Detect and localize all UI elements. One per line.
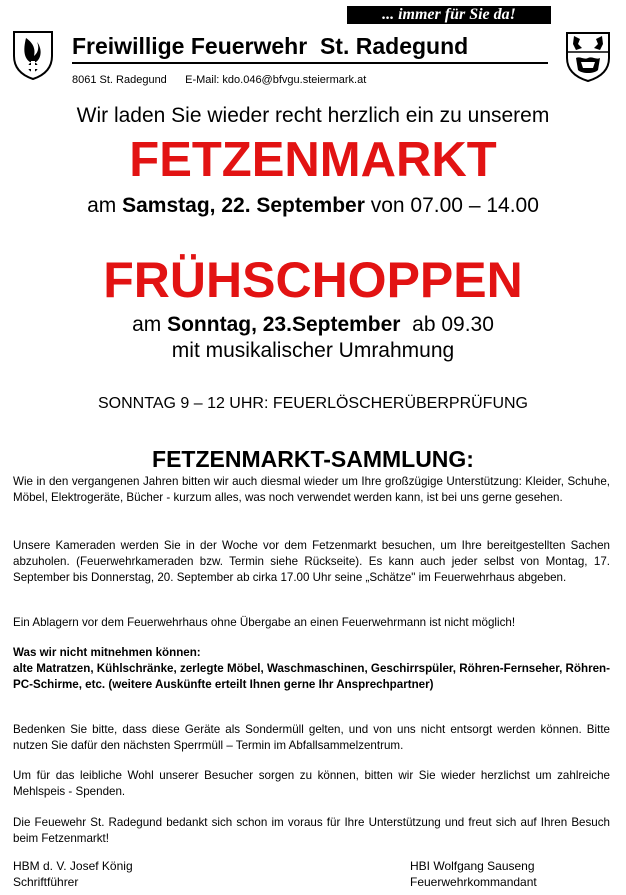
commander-role: Feuerwehrkommandant: [410, 875, 537, 889]
fruehschoppen-date-time: ab 09.30: [400, 313, 494, 336]
excluded-items-list: alte Matratzen, Kühlschränke, zerlegte Möbel, Waschmaschinen, Geschirrspüler, Röhren-Fernseher, Röhren-PC-Schirme, etc. (weitere Auskünfte erteilt Ihnen gerne Ihr Ansprechpartner): [13, 661, 610, 691]
fetzenmarkt-date-prefix: am: [87, 194, 123, 217]
extinguisher-inspection-notice: SONNTAG 9 – 12 UHR: FEUERLÖSCHERÜBERPRÜFUNG: [98, 395, 528, 412]
fetzenmarkt-date: [0, 194, 626, 218]
signature-commander: [410, 858, 537, 890]
slogan-banner: ... immer für Sie da!: [347, 6, 551, 24]
paragraph-pickup: Unsere Kameraden werden Sie in der Woche vor dem Fetzenmarkt besuchen, um Ihre bereitgestellten Sachen abzuholen. (Feuerwehrkameraden bzw. Termin siehe Rückseite). Es kann auch jeder selbst von Montag, 17. September bis Donnerstag, 20. September ab cirka 17.00 Uhr seine „Schätze" im Feuerwehrhaus abgeben.: [13, 539, 610, 584]
header-underline: [72, 62, 548, 64]
secretary-role: Schriftführer: [13, 875, 79, 889]
paragraph-excluded-items: [13, 645, 610, 692]
municipal-coat-of-arms-icon: [564, 30, 612, 82]
paragraph-hazardous-waste: Bedenken Sie bitte, dass diese Geräte als Sondermüll gelten, und von uns nicht entsorgt werden können. Bitte nutzen Sie dafür den nächsten Sperrmüll – Termin im Abfallsammelzentrum.: [13, 723, 610, 752]
fruehschoppen-date-day: Sonntag, 23.September: [167, 313, 401, 336]
fetzenmarkt-date-time: von 07.00 – 14.00: [364, 194, 539, 217]
address-line: 8061 St. Radegund E-Mail: kdo.046@bfvgu.steiermark.at: [72, 74, 367, 86]
music-line: mit musikalischer Umrahmung: [171, 339, 455, 362]
paragraph-request: Wie in den vergangenen Jahren bitten wir auch diesmal wieder um Ihre großzügige Unterstützung: Kleider, Schuhe, Möbel, Elektrogeräte, Bücher - kurzum alles, was noch verwendet werden kann, ist bei uns gerne gesehen.: [13, 475, 610, 504]
paragraph-no-dumping: Ein Ablagern vor dem Feuerwehrhaus ohne Übergabe an einen Feuerwehrmann ist nicht möglich!: [13, 616, 516, 629]
paragraph-thanks: Die Feuewehr St. Radegund bedankt sich schon im voraus für Ihre Unterstützung und freut sich auf Ihren Besuch beim Fetzenmarkt!: [13, 816, 610, 845]
fruehschoppen-date-prefix: am: [132, 313, 168, 336]
secretary-name: HBM d. V. Josef König: [13, 859, 133, 873]
signature-secretary: [13, 858, 133, 890]
fruehschoppen-date: [0, 313, 626, 337]
commander-name: HBI Wolfgang Sauseng: [410, 859, 535, 873]
fetzenmarkt-date-day: Samstag, 22. September: [122, 194, 365, 217]
fetzenmarkt-title: FETZENMARKT: [129, 133, 497, 187]
excluded-items-heading: Was wir nicht mitnehmen können:: [13, 646, 201, 659]
organization-name: Freiwillige Feuerwehr St. Radegund: [72, 33, 469, 59]
fruehschoppen-title: FRÜHSCHOPPEN: [103, 252, 523, 308]
collection-heading: FETZENMARKT-SAMMLUNG:: [152, 446, 474, 472]
paragraph-pastry-donations: Um für das leibliche Wohl unserer Besucher sorgen zu können, bitten wir Sie wieder herzlichst um zahlreiche Mehlspeis - Spenden.: [13, 769, 610, 798]
invitation-line: Wir laden Sie wieder recht herzlich ein zu unserem: [76, 104, 550, 127]
fire-brigade-emblem-icon: [12, 30, 54, 80]
